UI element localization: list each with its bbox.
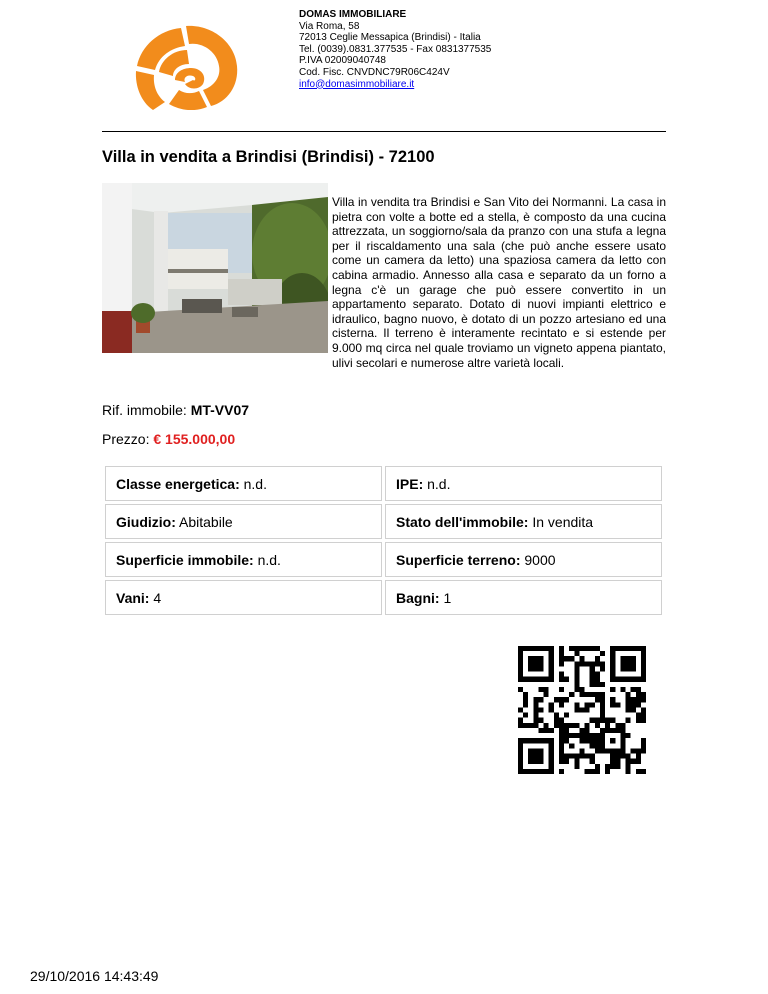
price-label: Prezzo: xyxy=(102,431,150,447)
agency-address: Via Roma, 58 xyxy=(299,20,360,32)
spec-label: Superficie immobile: xyxy=(116,551,254,568)
agency-tax-code: Cod. Fisc. CNVDNC79R06C424V xyxy=(299,66,450,78)
spec-label: Giudizio: xyxy=(116,513,176,530)
spec-label: Vani: xyxy=(116,589,150,606)
spec-label: Superficie terreno: xyxy=(396,551,521,568)
agency-city: 72013 Ceglie Messapica (Brindisi) - Italia xyxy=(299,32,481,44)
agency-logo-shell xyxy=(131,20,241,110)
ref-label: Rif. immobile: xyxy=(102,402,187,418)
spec-value: 4 xyxy=(153,589,162,606)
listing-description: Villa in vendita tra Brindisi e San Vito dei Normanni. La casa in pietra con volte a botte ed a stella, è composto da una cucina attrezzata, un soggiorno/sala da pranzo con una stufa a legna per il riscaldamento una sala (che può anche essere usato come un camera da letto) una spaziosa camera da letto con cabina armadio. Annesso alla casa e separato da un forno a legna c'è un garage che può essere convertito in un appartamento separato. Dotato di nuovi impianti elettrico e idraulico, bagno nuovo, è dotato di un pozzo artesiano ed una cisterna. Il terreno è interamente recintato e si estende per 9.000 mq circa nel quale troviamo un vigneto appena piantato, ulivi secolari e numerose altre varietà locali. xyxy=(332,195,666,370)
spec-building-area xyxy=(105,542,382,577)
spec-value: Abitabile xyxy=(179,513,233,530)
property-specs-table xyxy=(102,463,665,618)
spec-rooms xyxy=(105,580,382,615)
spec-energy-class xyxy=(105,466,382,501)
agency-phone: Tel. (0039).0831.377535 - Fax 0831377535 xyxy=(299,43,492,55)
price-value: € 155.000,00 xyxy=(153,431,236,447)
print-timestamp: 29/10/2016 14:43:49 xyxy=(30,968,159,984)
spec-value: n.d. xyxy=(243,475,267,492)
spec-label: IPE: xyxy=(396,475,424,492)
spec-value: 1 xyxy=(443,589,452,606)
property-photo xyxy=(102,183,328,353)
listing-title: Villa in vendita a Brindisi (Brindisi) - 72100 xyxy=(102,148,435,166)
spec-land-area xyxy=(385,542,662,577)
spec-label: Bagni: xyxy=(396,589,440,606)
listing-price xyxy=(102,431,235,447)
spec-label: Stato dell'immobile: xyxy=(396,513,529,530)
spec-bathrooms xyxy=(385,580,662,615)
ref-value: MT-VV07 xyxy=(190,402,250,418)
specs-row xyxy=(105,466,662,501)
spec-value: n.d. xyxy=(257,551,281,568)
agency-info xyxy=(299,9,491,90)
spec-label: Classe energetica: xyxy=(116,475,240,492)
qr-code xyxy=(518,646,646,774)
specs-row xyxy=(105,542,662,577)
specs-row xyxy=(105,504,662,539)
agency-email-link[interactable]: info@domasimmobiliare.it xyxy=(299,78,415,90)
spec-status xyxy=(385,504,662,539)
header-divider xyxy=(102,131,666,132)
spec-value: 9000 xyxy=(524,551,556,568)
spec-value: In vendita xyxy=(532,513,594,530)
agency-vat: P.IVA 02009040748 xyxy=(299,55,386,67)
agency-name: DOMAS IMMOBILIARE xyxy=(299,9,407,20)
spec-condition xyxy=(105,504,382,539)
listing-reference xyxy=(102,402,249,418)
specs-row xyxy=(105,580,662,615)
spec-value: n.d. xyxy=(427,475,451,492)
spec-ipe xyxy=(385,466,662,501)
